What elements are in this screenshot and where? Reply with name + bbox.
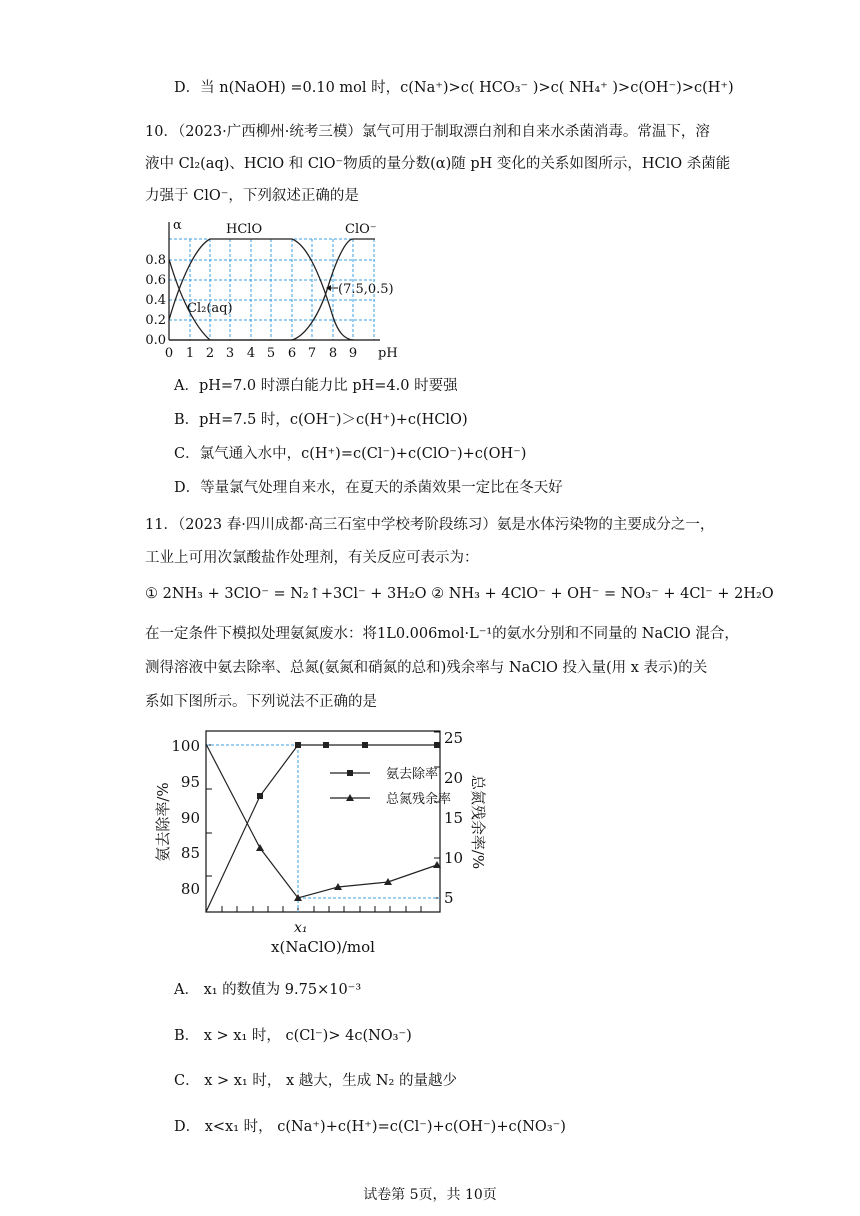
- q10-option-c: C．氯气通入水中，c(H⁺)=c(Cl⁻)+c(ClO⁻)+c(OH⁻): [174, 446, 527, 462]
- left-tick-label: 100: [171, 737, 200, 755]
- x-tick-label: 3: [225, 346, 235, 361]
- q11-stem-line-3: 在一定条件下模拟处理氨氮废水：将1L0.006mol·L⁻¹的氨水分别和不同量的 NaClO 混合，: [145, 626, 739, 642]
- left-tick-label: 85: [180, 844, 200, 862]
- curve-label-clo: ClO⁻: [345, 222, 377, 237]
- residual-rate-markers: [256, 844, 441, 901]
- chart2-x-axis-label: x(NaClO)/mol: [271, 938, 375, 956]
- q11-stem-line-2: 工业上可用次氯酸盐作处理剂，有关反应可表示为：: [145, 550, 479, 566]
- ammonia-removal-chart: [140, 722, 487, 962]
- x-axis-label: pH: [378, 346, 398, 361]
- x1-tick-label: x₁: [294, 920, 308, 936]
- y-axis-label: α: [173, 218, 182, 233]
- q10-option-a: A．pH=7.0 时漂白能力比 pH=4.0 时要强: [174, 378, 458, 394]
- x-tick-label: 1: [185, 346, 195, 361]
- left-tick-label: 90: [180, 809, 200, 827]
- left-tick-label: 95: [180, 773, 200, 791]
- alpha-ph-axes: [169, 222, 380, 340]
- x-tick-label: 8: [328, 346, 338, 361]
- q11-option-a: A． x₁ 的数值为 9.75×10⁻³: [174, 982, 362, 998]
- right-tick-label: 20: [444, 769, 464, 787]
- curve-label-cl2: Cl₂(aq): [187, 301, 233, 316]
- left-tick-label: 80: [180, 880, 200, 898]
- q11-stem-line-1: 11．（2023 春·四川成都·高三石室中学校考阶段练习）氨是水体污染物的主要成分之一，: [145, 517, 715, 533]
- page-footer: 试卷第 5页，共 10页: [363, 1187, 497, 1203]
- q11-option-d: D． x<x₁ 时， c(Na⁺)+c(H⁺)=c(Cl⁻)+c(OH⁻)+c(NO₃⁻): [174, 1119, 566, 1135]
- x-tick-label: 0: [164, 346, 174, 361]
- q11-stem-line-5: 系如下图所示。下列说法不正确的是: [145, 694, 377, 710]
- x-tick-label: 4: [246, 346, 256, 361]
- legend-removal-label: 氨去除率: [386, 767, 439, 782]
- right-tick-label: 5: [444, 889, 454, 907]
- curve-label-hclo: HClO: [226, 222, 263, 237]
- chart2-ticks: [206, 732, 440, 912]
- x-tick-label: 9: [348, 346, 358, 361]
- point-annotation: (7.5,0.5): [338, 282, 394, 297]
- y-tick-label: 0.2: [145, 313, 166, 328]
- legend-residual-label: 总氮残余率: [386, 792, 452, 807]
- q10-option-b: B．pH=7.5 时，c(OH⁻)＞c(H⁺)+c(HClO): [174, 412, 468, 428]
- x-tick-label: 5: [266, 346, 276, 361]
- y-tick-labels: [145, 253, 166, 348]
- x-tick-label: 7: [307, 346, 317, 361]
- q10-stem-line-1: 10．（2023·广西柳州·统考三模）氯气可用于制取漂白剂和自来水杀菌消毒。常温下，溶: [145, 124, 710, 140]
- x-tick-label: 6: [287, 346, 297, 361]
- y-tick-label: 0.6: [145, 273, 166, 288]
- q10-stem-line-3: 力强于 ClO⁻，下列叙述正确的是: [145, 188, 359, 204]
- alpha-ph-chart: [140, 212, 410, 362]
- y-tick-label: 0.8: [145, 253, 166, 268]
- q11-stem-line-4: 测得溶液中氨去除率、总氮(氨氮和硝氮的总和)残余率与 NaClO 投入量(用 x 表示)的关: [145, 660, 708, 676]
- q9-option-d: D．当 n(NaOH) =0.10 mol 时，c(Na⁺)>c( HCO₃⁻ )>c( NH₄⁺ )>c(OH⁻)>c(H⁺): [174, 80, 734, 96]
- q11-equations: ① 2NH₃ + 3ClO⁻ = N₂↑+3Cl⁻ + 3H₂O ② NH₃ + 4ClO⁻ + OH⁻ = NO₃⁻ + 4Cl⁻ + 2H₂O: [145, 586, 774, 602]
- x-tick-labels: [165, 346, 357, 361]
- y-tick-label: 0.0: [145, 333, 166, 348]
- right-tick-label: 25: [444, 729, 464, 747]
- chart2-frame: [206, 731, 440, 912]
- right-tick-labels: [444, 729, 463, 907]
- q11-option-b: B． x > x₁ 时， c(Cl⁻)> 4c(NO₃⁻): [174, 1028, 412, 1044]
- q11-option-c: C． x > x₁ 时， x 越大，生成 N₂ 的量越少: [174, 1073, 457, 1089]
- left-tick-labels: [171, 737, 200, 898]
- q10-stem-line-2: 液中 Cl₂(aq)、HClO 和 ClO⁻物质的量分数(α)随 pH 变化的关系如图所示，HClO 杀菌能: [145, 156, 731, 172]
- q10-option-d: D．等量氯气处理自来水，在夏天的杀菌效果一定比在冬天好: [174, 480, 563, 496]
- y-tick-label: 0.4: [145, 293, 166, 308]
- chart2-left-axis-label: 氨去除率/%: [154, 782, 172, 862]
- chart2-right-axis-label: 总氮残余率/%: [469, 774, 487, 870]
- chart2-legend: [330, 766, 451, 807]
- right-tick-label: 10: [444, 849, 464, 867]
- right-tick-label: 15: [444, 809, 464, 827]
- x-tick-label: 2: [205, 346, 215, 361]
